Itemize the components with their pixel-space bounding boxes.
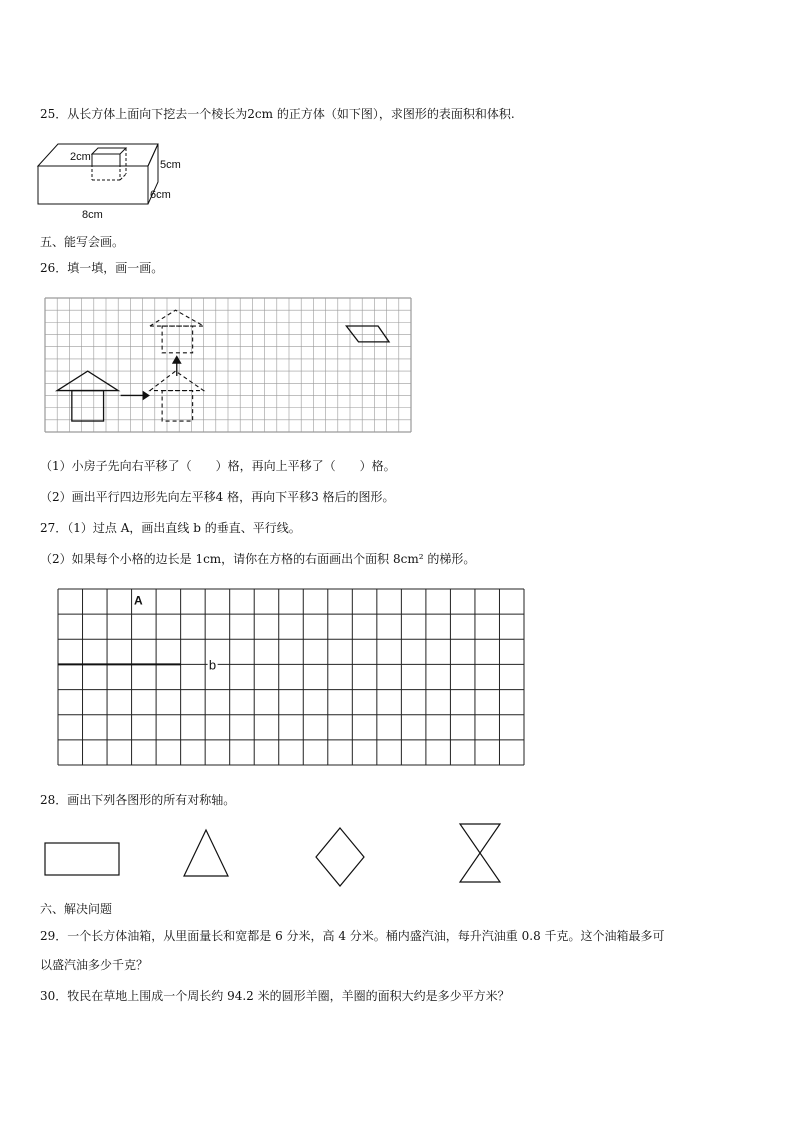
section-5-title: 五、能写会画。: [40, 235, 125, 249]
line-b-label: b: [208, 657, 217, 673]
q29-line2: 以盛汽油多少千克？: [40, 958, 149, 972]
q28-shapes: [40, 820, 560, 890]
house-original: [57, 371, 118, 421]
q27-part1: 27．（1）过点 A，画出直线 b 的垂直、平行线。: [40, 521, 301, 535]
q28-text: 28．画出下列各图形的所有对称轴。: [40, 793, 236, 807]
point-a-label: A: [134, 593, 143, 608]
q25-text: 25．从长方体上面向下挖去一个棱长为2cm 的正方体（如下图），求图形的表面积和体积.: [40, 107, 515, 121]
q29-line1: 29．一个长方体油箱，从里面量长和宽都是 6 分米，高 4 分米。桶内盛汽油，每升汽油重 0.8 千克。这个油箱最多可: [40, 929, 665, 943]
section-6-title: 六、解决问题: [40, 902, 113, 916]
arrow-right-icon: [121, 391, 150, 401]
label-5cm: 5cm: [160, 159, 181, 171]
parallelogram-shape: [346, 326, 389, 342]
label-2cm: 2cm: [70, 151, 91, 163]
rhombus-shape: [316, 828, 364, 886]
triangle-shape: [184, 830, 228, 876]
q27-part2: （2）如果每个小格的边长是 1cm，请你在方格的右面画出个面积 8cm² 的梯形。: [40, 552, 476, 566]
q27-grid: [58, 589, 526, 769]
q26-part1: （1）小房子先向右平移了（ ）格，再向上平移了（ ）格。: [40, 459, 396, 473]
q30-text: 30．牧民在草地上围成一个周长约 94.2 米的圆形羊圈，羊圈的面积大约是多少平方米？: [40, 989, 510, 1003]
q26-part2: （2）画出平行四边形先向左平移4 格，再向下平移3 格后的图形。: [40, 490, 395, 504]
label-8cm: 8cm: [82, 209, 103, 221]
hourglass-shape: [460, 824, 500, 882]
house-moved-right: [150, 371, 204, 421]
grid-lines: [45, 298, 411, 432]
q26-text: 26．填一填，画一画。: [40, 261, 164, 275]
label-6cm: 6cm: [150, 189, 171, 201]
grid-lines: [58, 589, 524, 765]
q25-cuboid-figure: [30, 136, 200, 226]
q26-grid: [45, 298, 411, 432]
rectangle-shape: [45, 843, 119, 875]
house-moved-up: [150, 310, 204, 353]
